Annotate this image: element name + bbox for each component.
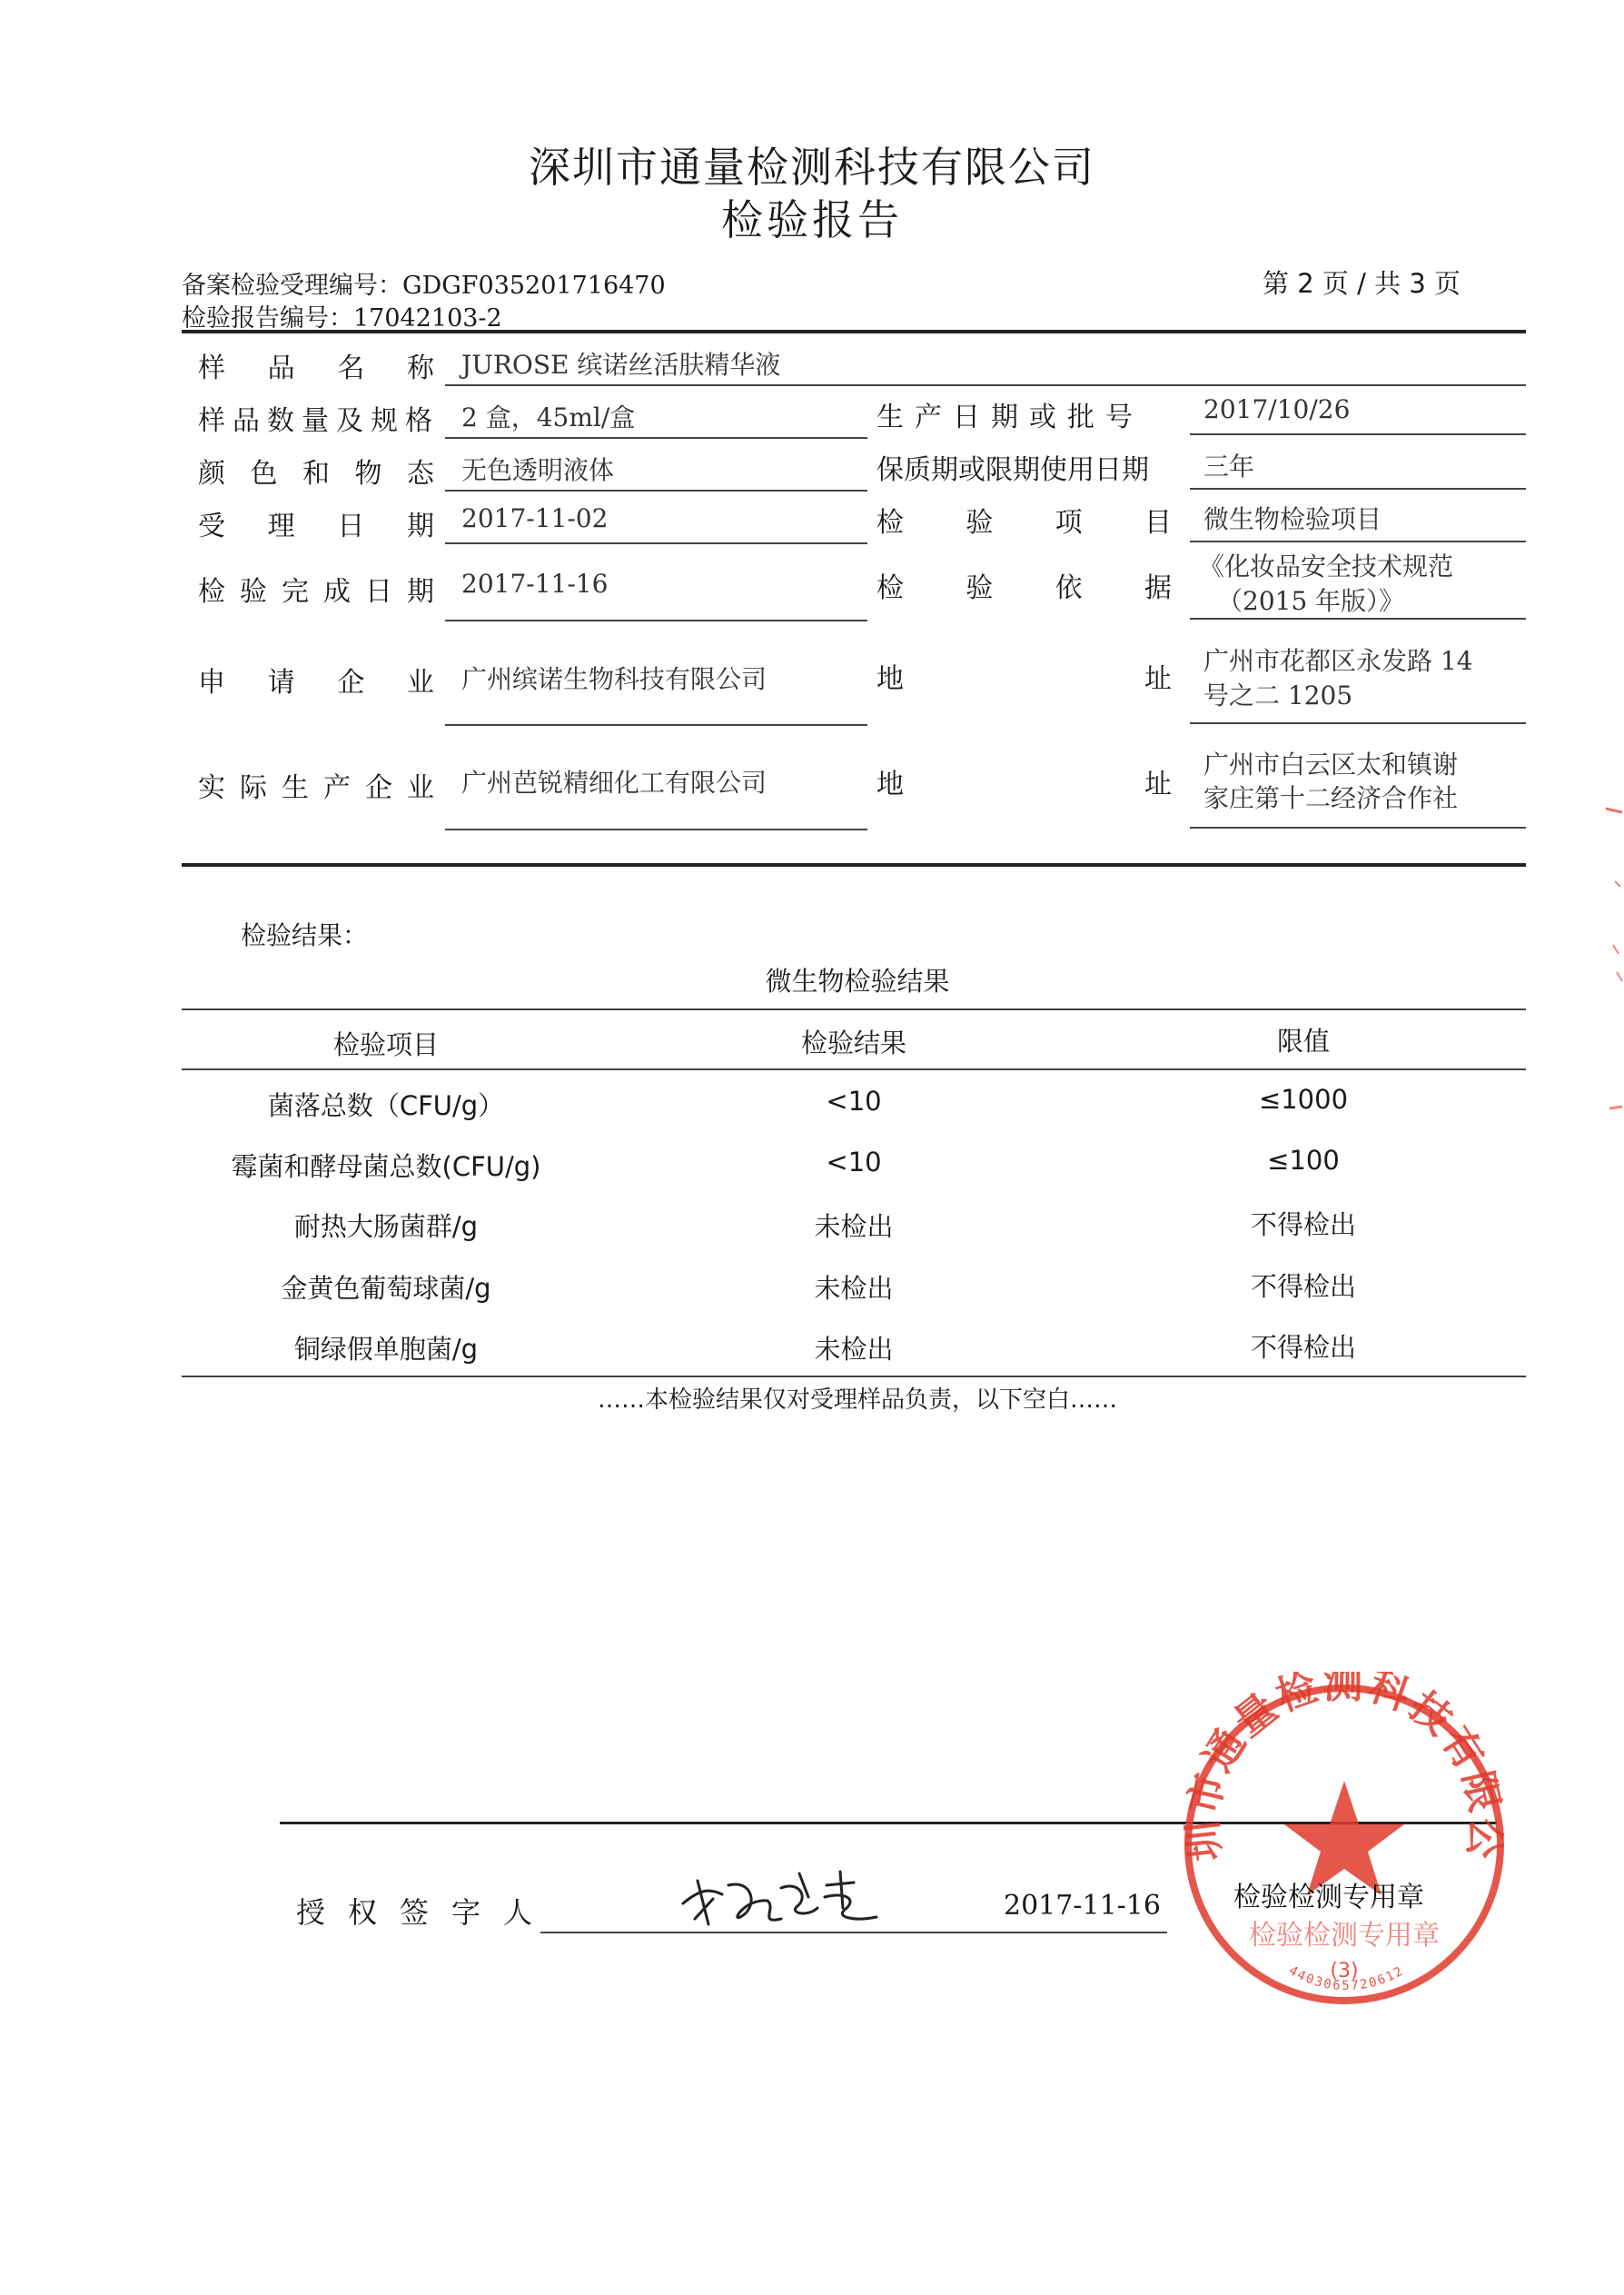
row-item: 菌落总数（CFU/g） [267,1090,505,1121]
row-limit: ≤1000 [1258,1084,1349,1115]
row-rule [445,620,867,621]
row-rule [445,490,867,492]
signatory-label: 授 权 签 字 人 [296,1895,532,1930]
row-rule [1190,827,1526,829]
basis-line1: 《化妆品安全技术规范 [1199,551,1454,581]
item-label: 检 验 项 目 [876,507,1172,539]
signature-line [540,1932,1167,1933]
row-item: 金黄色葡萄球菌/g [281,1273,491,1304]
row-item: 铜绿假单胞菌/g [293,1334,479,1365]
row-result: 未检出 [814,1211,894,1242]
production-value: 2017/10/26 [1203,394,1351,424]
report-number-label: 检验报告编号： [182,304,353,333]
received-value: 2017-11-02 [461,503,609,533]
sample-name-label: 样 品 名 称 [198,353,434,384]
row-rule [445,724,867,726]
applicant-value: 广州缤诺生物科技有限公司 [461,664,767,694]
producer-address-line2: 家庄第十二经济合作社 [1203,783,1459,813]
applicant-address-label: 地 址 [876,663,1172,695]
producer-address-label: 地 址 [876,769,1172,800]
row-rule [1190,722,1526,724]
table-bottom-rule [182,1376,1526,1377]
row-rule [1190,488,1526,490]
basis-label: 检 验 依 据 [876,572,1172,604]
svg-text:检验检测专用章: 检验检测专用章 [1249,1920,1440,1952]
row-rule [445,384,1526,386]
applicant-address-line2: 号之二 1205 [1203,681,1353,710]
completed-label: 检 验 完 成 日 期 [198,576,434,608]
results-table-title: 微生物检验结果 [765,966,950,997]
applicant-address-line1: 广州市花都区永发路 14 [1203,646,1473,676]
filing-number-line [182,265,666,301]
row-result: 未检出 [814,1273,894,1304]
stamp-label: 检验检测专用章 [1233,1882,1424,1913]
report-number: 17042103-2 [353,304,502,333]
production-label: 生产日期或批号 [876,402,1144,433]
handwritten-signature [672,1853,899,1935]
color-label: 颜 色 和 物 态 [198,458,434,490]
svg-text:(3): (3) [1330,1960,1359,1982]
edge-red-marks [1588,800,1624,1127]
received-label: 受 理 日 期 [198,511,434,542]
color-value: 无色透明液体 [461,455,615,485]
row-rule [1190,541,1526,542]
report-number-line [182,298,502,333]
end-note: ……本检验结果仅对受理样品负责，以下空白…… [597,1386,1117,1414]
row-limit: ≤100 [1267,1145,1340,1176]
row-rule [445,542,867,544]
producer-value: 广州芭锐精细化工有限公司 [461,768,767,798]
signature-date: 2017-11-16 [1004,1890,1161,1922]
completed-value: 2017-11-16 [461,569,609,599]
row-rule [445,829,867,830]
row-result: 未检出 [814,1334,894,1365]
producer-label: 实 际 生 产 企 业 [198,772,434,804]
row-rule [1190,618,1526,620]
svg-text:深圳市通量检测科技有限公司: 圳市通量检测科技有限公 [1179,1672,1510,1863]
row-item: 霉菌和酵母菌总数(CFU/g) [231,1151,541,1182]
item-value: 微生物检验项目 [1203,504,1382,534]
row-rule [445,437,867,439]
row-limit: 不得检出 [1250,1271,1356,1302]
col-header-limit: 限值 [1276,1026,1330,1057]
basis-line2: （2015 年版）》 [1217,586,1405,616]
official-seal [1172,1672,1517,2017]
sample-name: JUROSE 缤诺丝活肤精华液 [461,350,781,380]
svg-text:4403065720612: 4403065720612 [1286,1963,1407,1994]
shelf-value: 三年 [1203,452,1255,482]
row-limit: 不得检出 [1250,1209,1356,1240]
producer-address-line1: 广州市白云区太和镇谢 [1203,750,1459,780]
company-title: 深圳市通量检测科技有限公司 [529,143,1095,192]
section-rule [182,863,1526,867]
row-rule [1190,433,1526,435]
quantity-value: 2 盒，45ml/盒 [461,402,636,432]
page-indicator: 第 2 页 / 共 3 页 [1263,268,1461,299]
filing-number: GDGF035201716470 [402,272,666,300]
row-result: <10 [826,1147,882,1177]
col-header-item: 检验项目 [332,1029,439,1060]
shelf-label: 保质期或限期使用日期 [876,454,1149,486]
header-rule [182,330,1526,333]
row-item: 耐热大肠菌群/g [293,1211,479,1242]
col-header-result: 检验结果 [800,1028,906,1058]
quantity-label: 样品数量及规格 [198,405,440,437]
row-result: <10 [826,1086,882,1117]
table-top-rule [182,1008,1526,1010]
applicant-label: 申 请 企 业 [198,667,434,699]
report-title: 检验报告 [721,195,903,244]
row-limit: 不得检出 [1250,1332,1356,1363]
table-header-rule [182,1068,1526,1070]
filing-number-label: 备案检验受理编号： [182,272,402,300]
results-section-label: 检验结果： [241,920,369,950]
